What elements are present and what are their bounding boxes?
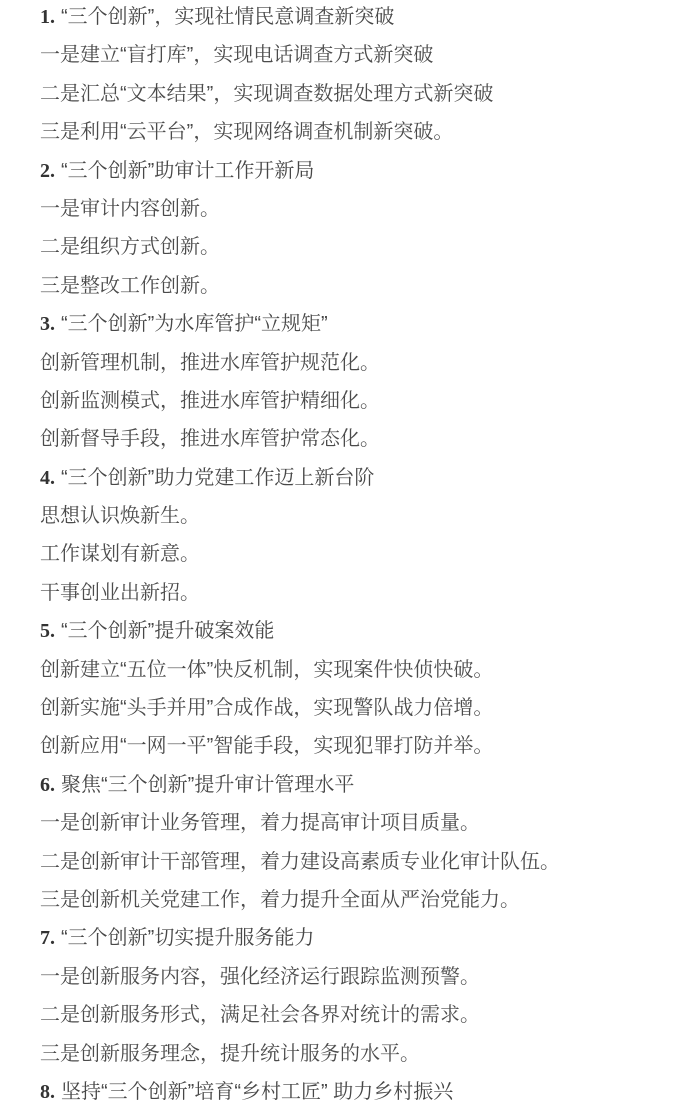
list-item: 一是建立“盲打库”，实现电话调查方式新突破: [40, 44, 434, 67]
section-heading: [40, 775, 675, 796]
list-item: 三是利用“云平台”，实现网络调查机制新突破。: [40, 121, 454, 144]
section-title: 聚焦“三个创新”提升审计管理水平: [61, 773, 355, 796]
section-heading: [40, 621, 675, 642]
section-heading: [40, 928, 675, 949]
section-heading: [40, 314, 675, 335]
section-title: “三个创新”为水库管护“立规矩”: [61, 313, 328, 336]
list-item: 二是组织方式创新。: [40, 236, 220, 259]
section-number: 4.: [40, 466, 55, 489]
section-number: 6.: [40, 773, 55, 796]
list-item: 创新监测模式，推进水库管护精细化。: [40, 389, 380, 412]
section-number: 5.: [40, 620, 55, 643]
list-item: 三是创新服务理念，提升统计服务的水平。: [40, 1042, 420, 1065]
list-item: 一是创新服务内容，强化经济运行跟踪监测预警。: [40, 965, 480, 988]
list-item: 创新督导手段，推进水库管护常态化。: [40, 428, 380, 451]
list-item: 创新实施“头手并用”合成作战，实现警队战力倍增。: [40, 697, 494, 720]
list-item: 创新建立“五位一体”快反机制，实现案件快侦快破。: [40, 658, 494, 681]
list-item: 二是创新审计干部管理，着力建设高素质专业化审计队伍。: [40, 850, 560, 873]
list-item: 一是审计内容创新。: [40, 197, 220, 220]
list-item: 思想认识焕新生。: [40, 505, 200, 528]
section-title: “三个创新”提升破案效能: [61, 620, 275, 643]
list-item: 二是创新服务形式，满足社会各界对统计的需求。: [40, 1004, 480, 1027]
section-title: “三个创新”，实现社情民意调查新突破: [61, 6, 395, 28]
section-number: 7.: [40, 927, 55, 950]
section-number: 2.: [40, 159, 55, 182]
section-title: 坚持“三个创新”培育“乡村工匠” 助力乡村振兴: [61, 1080, 454, 1103]
list-item: 工作谋划有新意。: [40, 543, 200, 566]
list-item: 三是整改工作创新。: [40, 274, 220, 297]
list-item: 创新管理机制，推进水库管护规范化。: [40, 351, 380, 374]
list-item: 三是创新机关党建工作，着力提升全面从严治党能力。: [40, 888, 520, 911]
section-number: 3.: [40, 313, 55, 336]
document-body: [40, 7, 675, 1103]
section-heading: [40, 161, 675, 182]
section-title: “三个创新”切实提升服务能力: [61, 927, 315, 950]
list-item: 二是汇总“文本结果”，实现调查数据处理方式新突破: [40, 82, 494, 105]
list-item: 创新应用“一网一平”智能手段，实现犯罪打防并举。: [40, 735, 494, 758]
section-heading: [40, 1082, 675, 1103]
section-title: “三个创新”助力党建工作迈上新台阶: [61, 466, 375, 489]
section-title: “三个创新”助审计工作开新局: [61, 159, 315, 182]
section-number: 8.: [40, 1080, 55, 1103]
section-number: 1.: [40, 6, 55, 28]
section-heading: [40, 7, 675, 28]
section-heading: [40, 468, 675, 489]
list-item: 一是创新审计业务管理，着力提高审计项目质量。: [40, 812, 480, 835]
list-item: 干事创业出新招。: [40, 581, 200, 604]
